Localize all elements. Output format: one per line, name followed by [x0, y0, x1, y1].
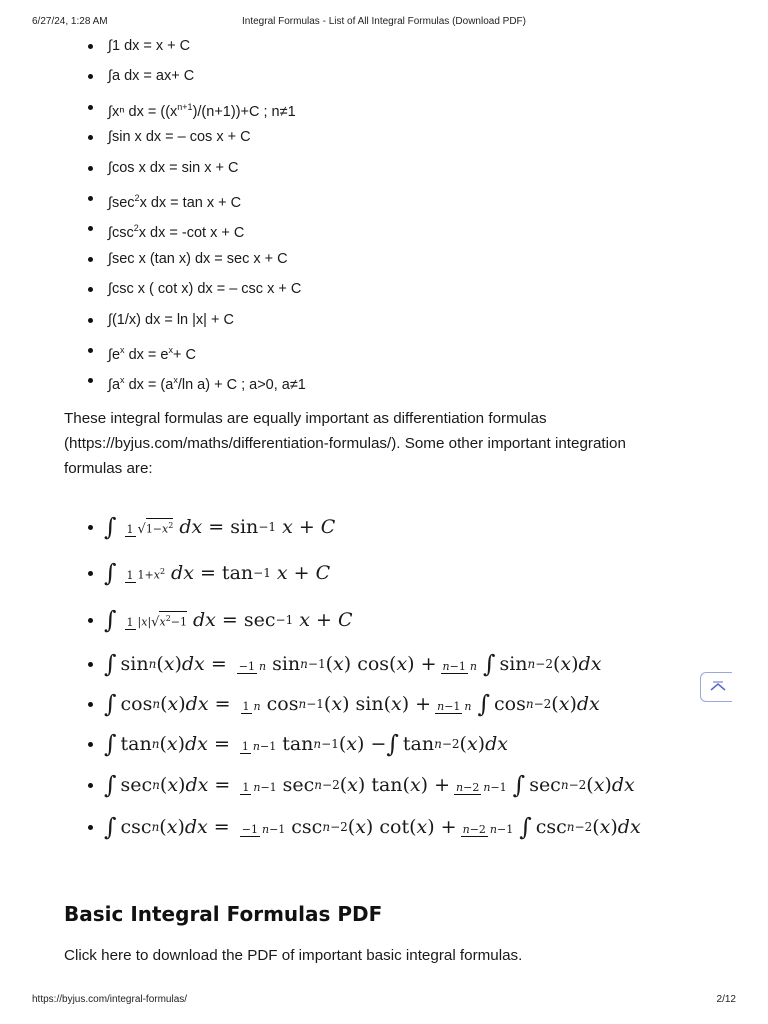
print-header [32, 16, 736, 32]
basic-formula-list [88, 34, 688, 399]
list-item: $\int a^x$ dx = ($a^x/\ln$ a) + C ; a>0, a≠1 [88, 368, 688, 398]
list-item: ∫xⁿ dx = $((x^{n+1})/(n+1))+C$ ; n≠1 [88, 95, 688, 125]
chevron-up-icon [709, 680, 727, 694]
list-item: ∫1 dx = x + C [88, 34, 688, 64]
list-item: ∫(1/x) dx = ln |x| + C [88, 308, 688, 338]
section-heading: Basic Integral Formulas PDF [64, 902, 383, 926]
list-item: ∫cos x dx = sin x + C [88, 156, 688, 186]
list-item: ∫ 1 $|x|√x^2-1$ dx = sec −1 x + C [88, 596, 728, 644]
print-date: 6/27/24, 1:28 AM [32, 16, 108, 27]
list-item: ∫ sec n ( x ) dx = 1 n−1 sec n−2 ( x ) tan( x ) + n−2 n−1 ∫ sec n−2 ( x ) dx [88, 764, 728, 806]
list-item: ∫ csc n ( x ) dx = −1 n−1 csc n−2 ( x ) cot( x ) + n−2 n−1 ∫ csc n−2 ( x ) dx [88, 806, 728, 848]
scroll-to-top-button[interactable] [700, 672, 732, 702]
print-title: Integral Formulas - List of All Integral Formulas (Download PDF) [242, 16, 526, 27]
list-item: ∫ cos n ( x ) dx = 1 n cos n−1 ( x ) sin( x ) + n−1 n ∫ cos n−2 ( x ) dx [88, 684, 728, 724]
list-item: $\int\sec^2x$ dx = tan x + C [88, 186, 688, 216]
list-item: ∫a dx = ax+ C [88, 64, 688, 94]
page-number: 2/12 [716, 994, 736, 1005]
list-item: $\int e^x$ dx = $e^x+ C$ [88, 338, 688, 368]
list-item: ∫ 1 $√1-x^2$ dx = sin −1 x + C [88, 504, 728, 550]
print-url: https://byjus.com/integral-formulas/ [32, 994, 188, 1005]
intro-paragraph: These integral formulas are equally important as differentiation formulas (https://byjus.com/maths/differentiation-formulas/). Some other important integration formulas are: [64, 410, 626, 477]
list-item: ∫ tan n ( x ) dx = 1 n−1 tan n−1 ( x ) − ∫ tan n−2 ( x ) dx [88, 724, 728, 764]
list-item: ∫ 1 $1+x^2$ dx = tan −1 x + C [88, 550, 728, 596]
download-link[interactable]: Click here to download the PDF of important basic integral formulas. [64, 947, 523, 964]
print-footer [32, 994, 736, 1010]
list-item: ∫sin x dx = – cos x + C [88, 125, 688, 155]
advanced-formula-list [88, 504, 728, 848]
list-item: ∫ sin n ( x ) dx = −1 n sin n−1 ( x ) cos( x ) + n−1 n ∫ sin n−2 ( x ) dx [88, 644, 728, 684]
list-item: ∫sec x (tan x) dx = sec x + C [88, 247, 688, 277]
list-item: ∫csc x ( cot x) dx = – csc x + C [88, 277, 688, 307]
list-item: $\int\csc^2x$ dx = -cot x + C [88, 216, 688, 246]
